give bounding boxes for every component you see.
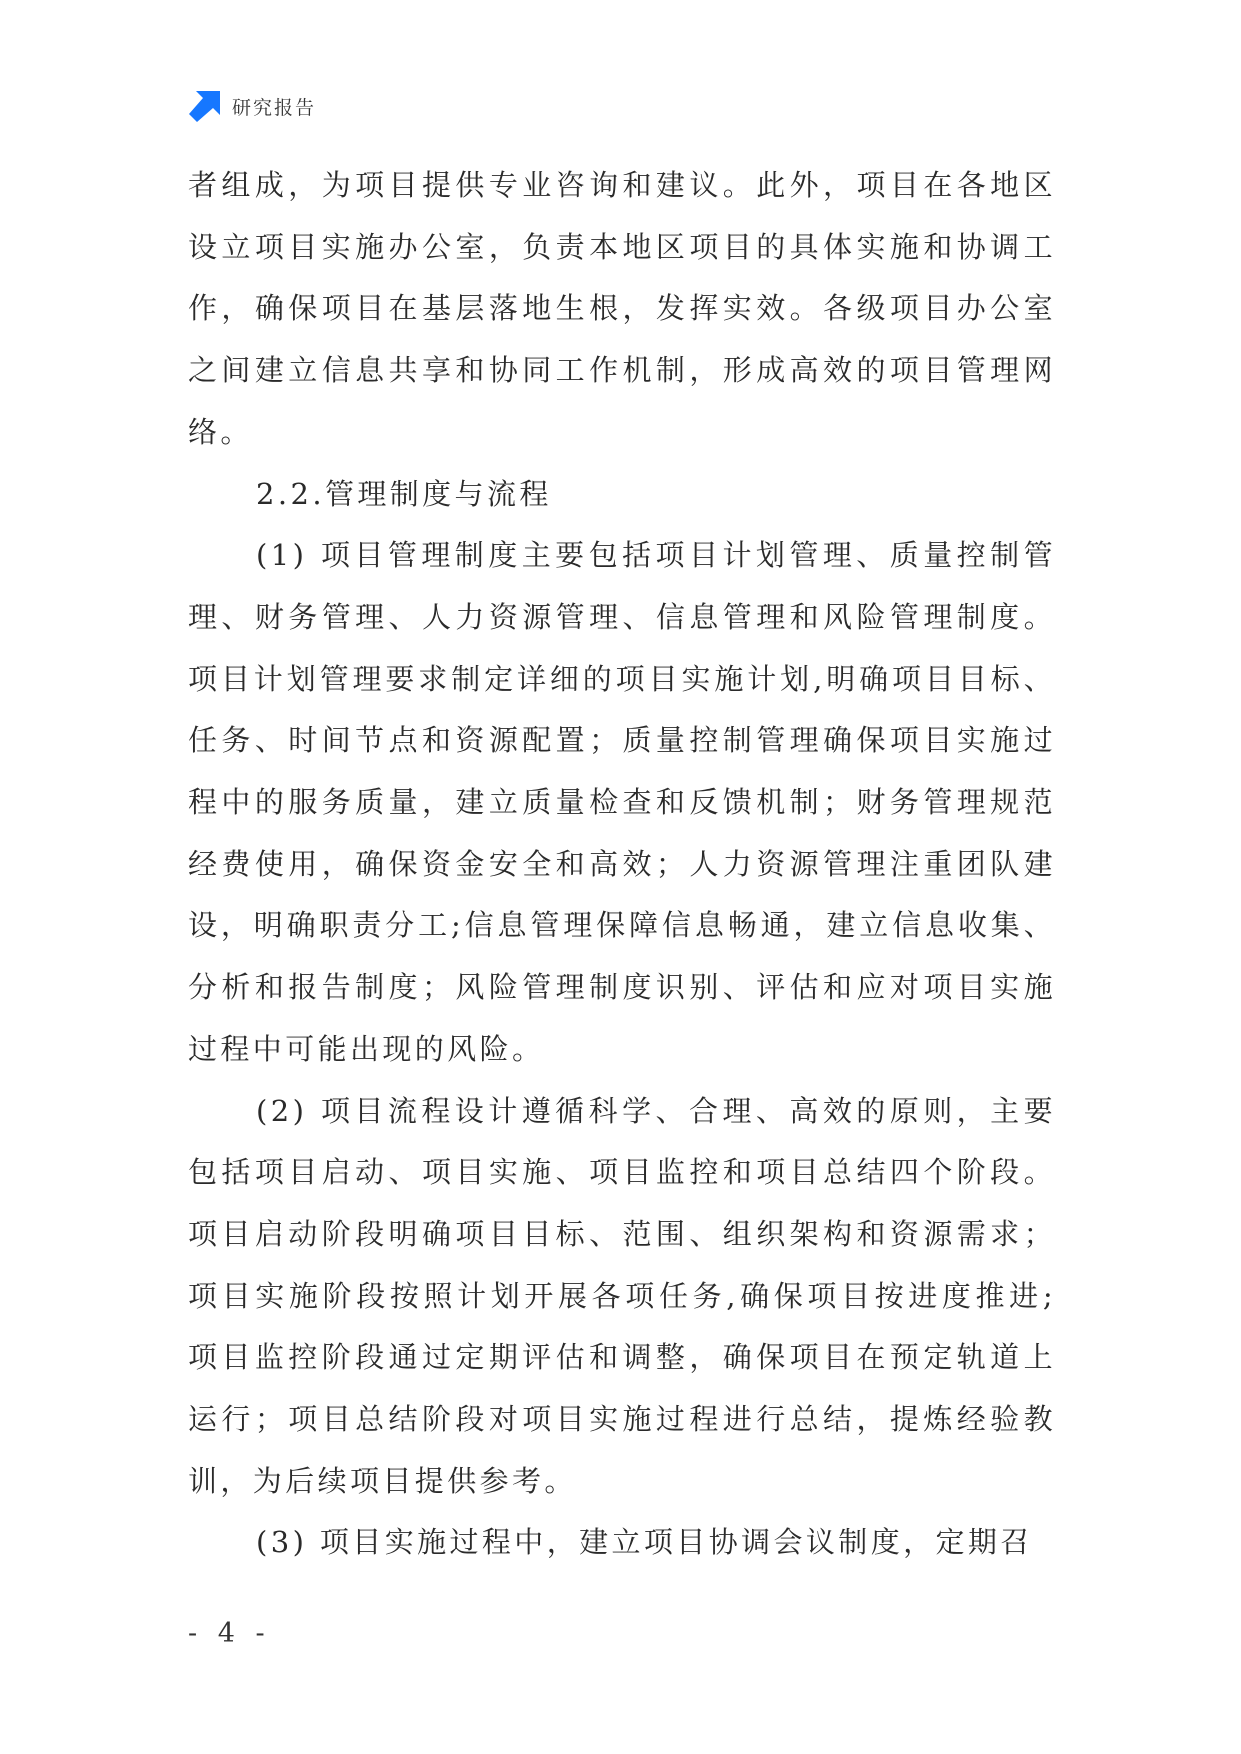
document-body	[188, 155, 1056, 1574]
paragraph-coordination-meeting: (3) 项目实施过程中，建立项目协调会议制度，定期召	[256, 1525, 1033, 1560]
header-title: 研究报告	[232, 96, 317, 119]
page-number: - 4 -	[188, 1618, 271, 1649]
page-header	[188, 88, 316, 124]
arrow-up-right-icon	[188, 89, 222, 123]
paragraph-continuation: 者组成，为项目提供专业咨询和建议。此外，项目在各地区设立项目实施办公室，负责本地区项目的具体实施和协调工作，确保项目在基层落地生根，发挥实效。各级项目办公室之间建立信息共享和协同工作机制，形成高效的项目管理网络。	[188, 168, 1056, 449]
paragraph-process-design: (2) 项目流程设计遵循科学、合理、高效的原则，主要包括项目启动、项目实施、项目监控和项目总结四个阶段。项目启动阶段明确项目目标、范围、组织架构和资源需求；项目实施阶段按照计划开展各项任务,确保项目按进度推进;项目监控阶段通过定期评估和调整，确保项目在预定轨道上运行；项目总结阶段对项目实施过程进行总结，提炼经验教训，为后续项目提供参考。	[188, 1093, 1056, 1498]
paragraph-management-system: (1) 项目管理制度主要包括项目计划管理、质量控制管理、财务管理、人力资源管理、信息管理和风险管理制度。项目计划管理要求制定详细的项目实施计划,明确项目目标、任务、时间节点和资源配置；质量控制管理确保项目实施过程中的服务质量，建立质量检查和反馈机制；财务管理规范经费使用，确保资金安全和高效；人力资源管理注重团队建设，明确职责分工;信息管理保障信息畅通，建立信息收集、分析和报告制度；风险管理制度识别、评估和应对项目实施过程中可能出现的风险。	[188, 538, 1056, 1066]
section-heading: 2.2.管理制度与流程	[256, 476, 552, 511]
